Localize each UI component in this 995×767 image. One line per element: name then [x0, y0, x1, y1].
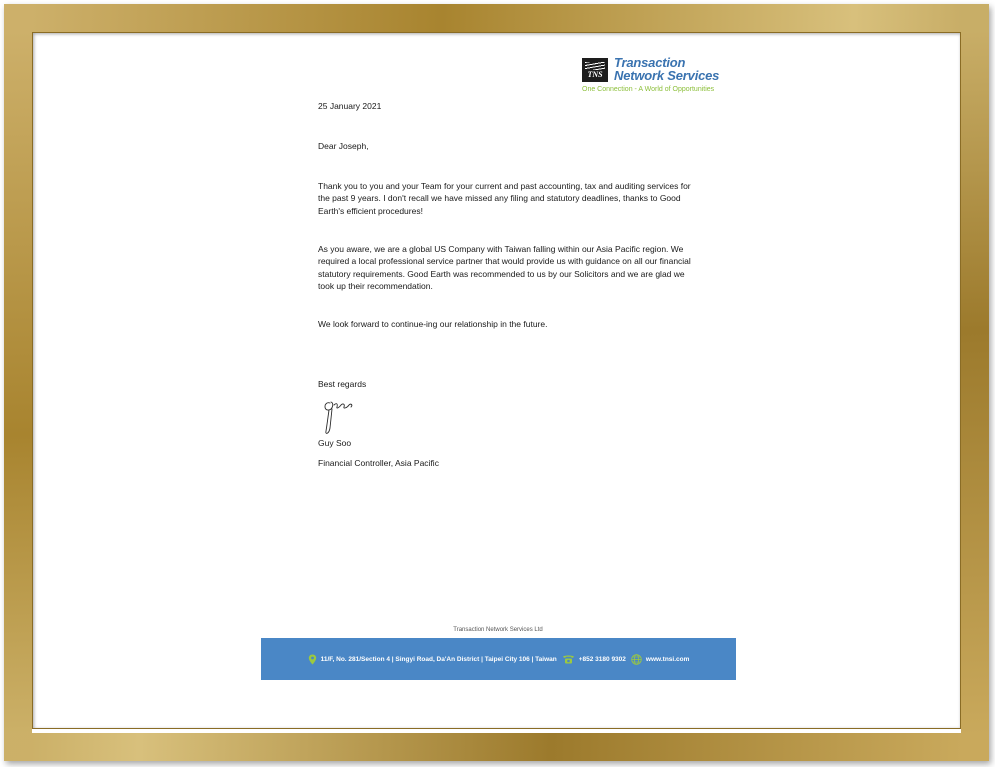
logo-title-line2: Network Services — [614, 68, 720, 83]
phone-icon — [562, 654, 575, 664]
footer-website-text[interactable]: www.tnsi.com — [645, 655, 690, 663]
footer-address — [308, 654, 557, 665]
logo-tagline: One Connection - A World of Opportunities — [582, 86, 715, 93]
letter-closing: Best regards — [318, 379, 367, 389]
signatory-title: Financial Controller, Asia Pacific — [318, 458, 439, 468]
footer-phone-text: +852 3180 9302 — [578, 655, 626, 663]
signatory-name: Guy Soo — [318, 438, 352, 448]
footer-address-text: 11/F, No. 281/Section 4 | Singyi Road, Da'An District | Taipei City 106 | Taiwan — [320, 655, 557, 663]
tns-logo — [582, 56, 742, 100]
letter-paragraph-2: As you aware, we are a global US Company with Taiwan falling within our Asia Pacific region. We required a local professional service partner that would provide us with guidance on all our financial statutory requirements. Good Earth was recommended to us by our Solicitors and we are glad we took up their recommendation. — [318, 244, 691, 291]
location-pin-icon — [308, 654, 317, 665]
footer-website[interactable] — [631, 654, 689, 665]
letter-paragraph-3: We look forward to continue-ing our relationship in the future. — [318, 319, 548, 329]
logo-title-line1: Transaction — [614, 55, 686, 70]
letter-date: 25 January 2021 — [318, 101, 382, 111]
tns-logo-mark — [582, 58, 608, 82]
footer-company-name: Transaction Network Services Ltd — [453, 627, 543, 633]
footer-phone — [562, 654, 626, 664]
globe-icon — [631, 654, 642, 665]
footer-contact-bar — [261, 638, 736, 680]
letter-salutation: Dear Joseph, — [318, 141, 369, 151]
logo-stripes-icon — [585, 62, 605, 70]
handwritten-signature — [320, 395, 354, 435]
logo-mark-text: TNS — [587, 70, 603, 79]
letter-paragraph-1: Thank you to you and your Team for your current and past accounting, tax and auditing services for the past 9 years. I don't recall we have missed any filing and statutory deadlines, thanks to Good Earth's efficient procedures! — [318, 181, 691, 216]
logo-title — [614, 56, 744, 82]
